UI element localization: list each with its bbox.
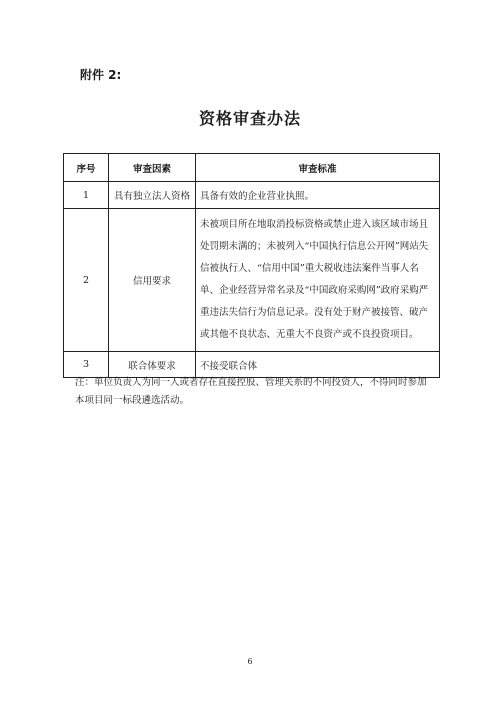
header-review-factor: 审查因素 <box>109 154 196 182</box>
qualification-review-table <box>63 153 440 378</box>
row-serial-number: 1 <box>64 182 109 209</box>
row-review-factor: 具有独立法人资格 <box>109 182 196 209</box>
attachment-label: 附件 2: <box>80 68 122 82</box>
row-review-standard: 未被项目所在地取消投标资格或禁止进入该区域市场且处罚期未满的；未被列入“中国执行信息公开网”网站失信被执行人、“信用中国”重大税收违法案件当事人名单、企业经营异常名录及“中国政府采购网”政府采购严重违法失信行为信息记录。没有处于财产被接管、破产或其他不良状态、无重大不良资产或不良投资项目。 <box>196 209 440 352</box>
row-review-standard: 具备有效的企业营业执照。 <box>196 182 440 209</box>
table-header-row <box>64 154 440 182</box>
document-title: 资格审查办法 <box>198 109 301 128</box>
row-review-factor: 联合体要求 <box>109 352 196 378</box>
header-review-standard: 审查标准 <box>196 154 440 182</box>
row-serial-number: 2 <box>64 209 109 352</box>
row-review-standard: 不接受联合体 <box>196 352 440 378</box>
row-review-factor: 信用要求 <box>109 209 196 352</box>
header-serial-number: 序号 <box>64 154 109 182</box>
row-serial-number: 3 <box>64 352 109 378</box>
table-row <box>64 209 440 352</box>
footnote: 注：单位负责人为同一人或者存在直接控股、管理关系的不同投资人，不得同时参加本项目同一标段遴选活动。 <box>75 377 427 406</box>
page-number: 6 <box>247 657 253 666</box>
table-row <box>64 182 440 209</box>
